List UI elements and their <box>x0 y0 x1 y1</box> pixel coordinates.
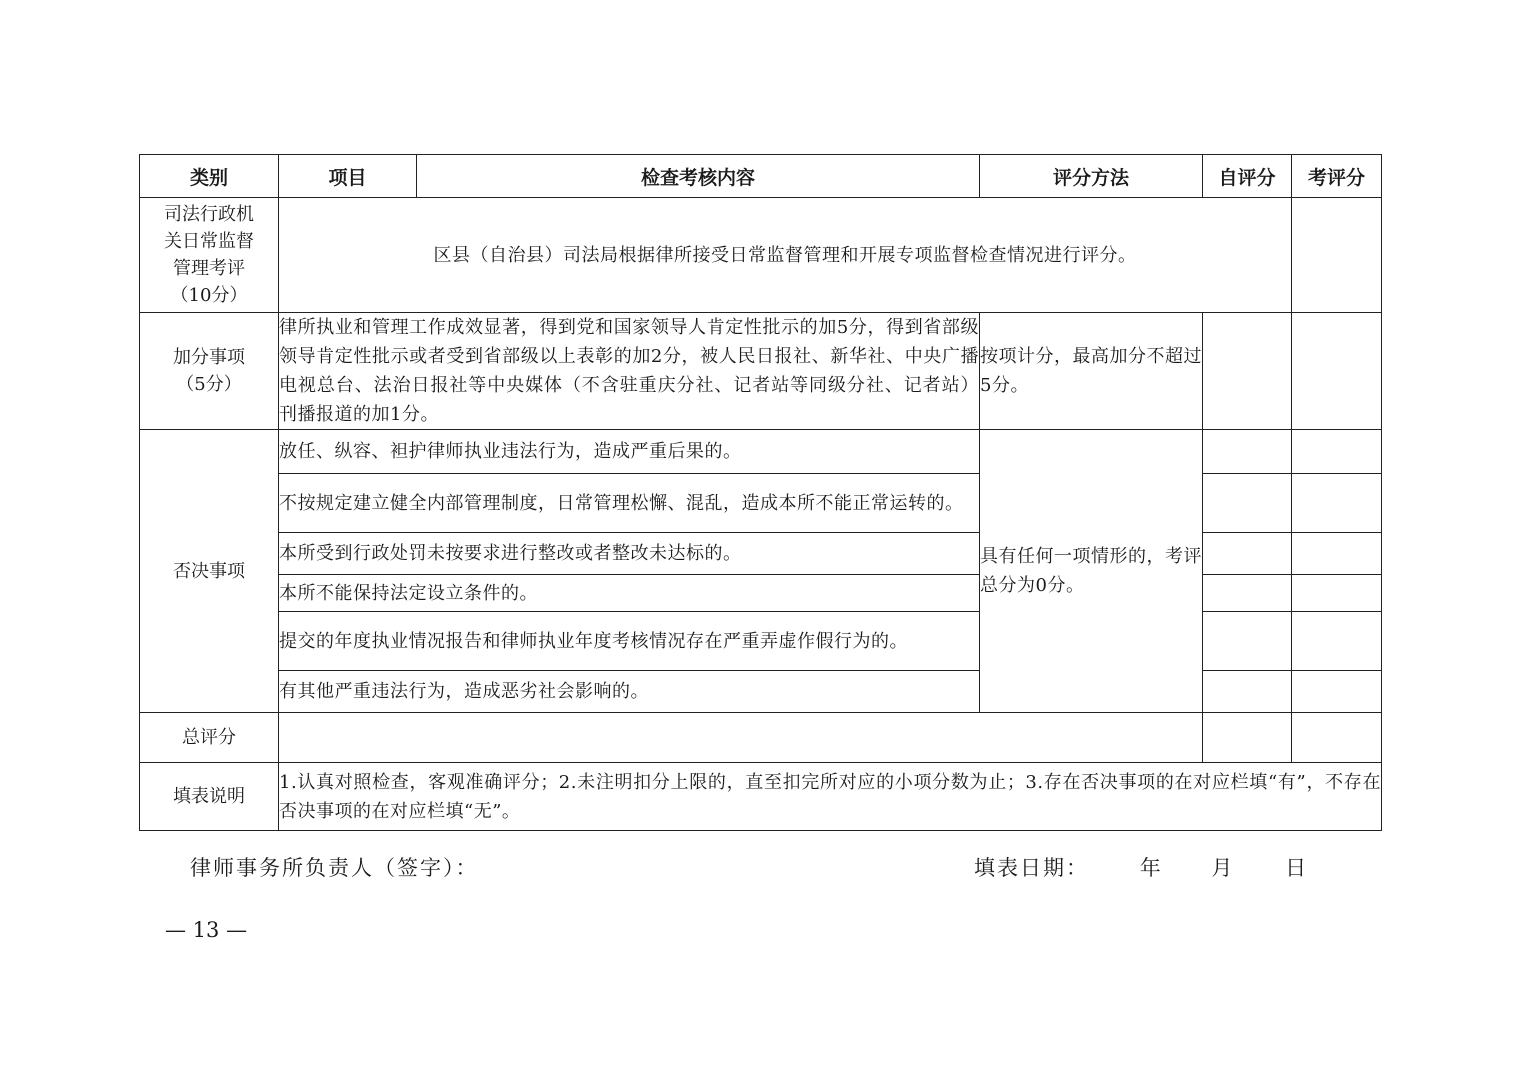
veto-5-review-score-cell[interactable] <box>1292 612 1382 671</box>
veto-2-review-score-cell[interactable] <box>1292 474 1382 533</box>
bonus-category: 加分事项 （5分） <box>140 313 279 430</box>
total-review-score-cell[interactable] <box>1292 713 1382 763</box>
veto-item-1: 放任、纵容、袒护律师执业违法行为，造成严重后果的。 <box>279 430 980 474</box>
veto-item-4: 本所不能保持法定设立条件的。 <box>279 575 980 612</box>
bonus-review-score-cell[interactable] <box>1292 313 1382 430</box>
row-bonus <box>140 313 1382 430</box>
veto-3-self-score-cell[interactable] <box>1203 533 1292 575</box>
veto-1-self-score-cell[interactable] <box>1203 430 1292 474</box>
date-month: 月 <box>1211 856 1235 880</box>
header-category: 类别 <box>140 155 279 198</box>
header-item: 项目 <box>279 155 417 198</box>
assessment-table <box>139 154 1382 831</box>
supervision-review-score-cell[interactable] <box>1292 198 1382 313</box>
date-label: 填表日期： <box>974 856 1089 880</box>
total-content-cell <box>279 713 1203 763</box>
veto-4-review-score-cell[interactable] <box>1292 575 1382 612</box>
veto-category: 否决事项 <box>140 430 279 713</box>
date-day: 日 <box>1285 856 1309 880</box>
page-number: — 13 — <box>165 918 248 942</box>
bonus-content: 律所执业和管理工作成效显著，得到党和国家领导人肯定性批示的加5分，得到省部级领导肯定性批示或者受到省部级以上表彰的加2分，被人民日报社、新华社、中央广播电视总台、法治日报社等中央媒体（不含驻重庆分社、记者站等同级分社、记者站）刊播报道的加1分。 <box>279 313 980 430</box>
veto-3-review-score-cell[interactable] <box>1292 533 1382 575</box>
veto-item-6: 有其他严重违法行为，造成恶劣社会影响的。 <box>279 671 980 713</box>
veto-2-self-score-cell[interactable] <box>1203 474 1292 533</box>
row-total <box>140 713 1382 763</box>
bonus-method: 按项计分，最高加分不超过5分。 <box>980 313 1203 430</box>
total-category: 总评分 <box>140 713 279 763</box>
supervision-category: 司法行政机 关日常监督 管理考评 （10分） <box>140 198 279 313</box>
notes-content: 1.认真对照检查，客观准确评分；2.未注明扣分上限的，直至扣完所对应的小项分数为止；3.存在否决事项的在对应栏填“有”，不存在否决事项的在对应栏填“无”。 <box>279 763 1382 831</box>
veto-item-5: 提交的年度执业情况报告和律师执业年度考核情况存在严重弄虚作假行为的。 <box>279 612 980 671</box>
row-notes <box>140 763 1382 831</box>
row-supervision <box>140 198 1382 313</box>
header-self-score: 自评分 <box>1203 155 1292 198</box>
total-self-score-cell[interactable] <box>1203 713 1292 763</box>
veto-6-self-score-cell[interactable] <box>1203 671 1292 713</box>
bonus-self-score-cell[interactable] <box>1203 313 1292 430</box>
row-veto-1 <box>140 430 1382 474</box>
veto-5-self-score-cell[interactable] <box>1203 612 1292 671</box>
veto-4-self-score-cell[interactable] <box>1203 575 1292 612</box>
date-field <box>974 852 1308 884</box>
header-row <box>140 155 1382 198</box>
date-year: 年 <box>1139 856 1163 880</box>
notes-category: 填表说明 <box>140 763 279 831</box>
header-review-score: 考评分 <box>1292 155 1382 198</box>
veto-6-review-score-cell[interactable] <box>1292 671 1382 713</box>
header-method: 评分方法 <box>980 155 1203 198</box>
supervision-content: 区县（自治县）司法局根据律所接受日常监督管理和开展专项监督检查情况进行评分。 <box>279 198 1292 313</box>
veto-1-review-score-cell[interactable] <box>1292 430 1382 474</box>
veto-item-3: 本所受到行政处罚未按要求进行整改或者整改未达标的。 <box>279 533 980 575</box>
veto-item-2: 不按规定建立健全内部管理制度，日常管理松懈、混乱，造成本所不能正常运转的。 <box>279 474 980 533</box>
header-content: 检查考核内容 <box>417 155 980 198</box>
veto-method: 具有任何一项情形的，考评总分为0分。 <box>980 430 1203 713</box>
signature-label: 律师事务所负责人（签字）： <box>190 856 479 880</box>
